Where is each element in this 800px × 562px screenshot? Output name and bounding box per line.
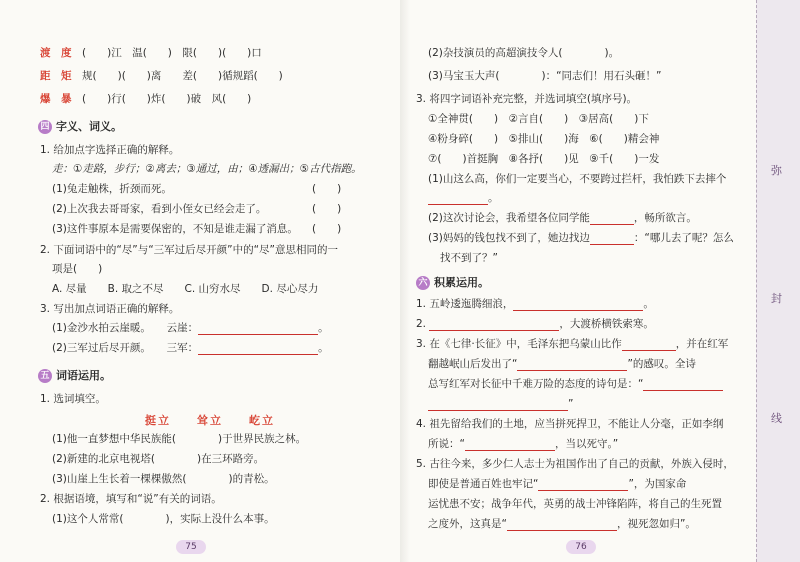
row-text: ( )江 温( ) 限( )( )口 <box>82 47 262 59</box>
question <box>428 357 696 371</box>
question-item: (1)他一直梦想中华民族能( )于世界民族之林。 <box>52 433 307 445</box>
item-text: ，视死忽如归”。 <box>616 518 696 530</box>
word-choices: 挺立 耸立 屹立 <box>145 414 275 427</box>
question-item: (1)金沙水拍云崖暖。 云崖： 。 <box>52 322 329 334</box>
question-item: (3)这件事原本是需要保密的，不知是谁走漏了消息。 <box>52 223 298 235</box>
question: 3. 将四字词语补充完整，并选词填空(填序号)。 <box>416 93 638 105</box>
blank-line: 。 <box>428 191 499 205</box>
definition: 走：①走路，步行；②离去；③通过，由；④透漏出；⑤古代指跑。 <box>52 163 362 175</box>
question <box>428 477 686 491</box>
item-text: 之度外，这真是“ <box>428 518 507 530</box>
item-label: 云崖： <box>166 322 199 334</box>
item-text: (3)妈妈的钱包找不到了，她边找边 <box>428 232 590 244</box>
item-text: ” <box>568 398 574 410</box>
question-item: (2)杂技演员的高超演技令人( )。 <box>428 47 620 59</box>
question: 1. 五岭逶迤腾细浪， 。 <box>416 298 654 310</box>
question-item: (1)山这么高，你们一定要当心，不要跨过拦杆，我怕跌下去摔个 <box>428 173 727 185</box>
row-text: ( )行( )炸( )破 风( ) <box>82 93 252 105</box>
item-text: ，当以死守。” <box>554 438 619 450</box>
question-item <box>428 231 734 245</box>
answer-blank[interactable] <box>590 214 634 225</box>
answer-blank[interactable] <box>538 480 628 491</box>
char-pair: 距 矩 <box>40 70 72 82</box>
question-item <box>428 211 697 225</box>
section6-header <box>416 276 489 290</box>
question: 5. 古往今来，多少仁人志士为祖国作出了自己的贡献，外族入侵时， <box>416 458 734 470</box>
question-item: (1)这个人常常( )，实际上没什么本事。 <box>52 513 275 525</box>
answer-blank[interactable] <box>590 234 634 245</box>
question: 2. 根据语境，填写和“说”有关的词语。 <box>40 493 222 505</box>
section4-header <box>38 120 122 134</box>
row-bao <box>40 92 251 106</box>
char-pair: 渡 度 <box>40 47 72 59</box>
question-item: (2)三军过后尽开颜。 三军： 。 <box>52 342 329 354</box>
question: 项是( ) <box>52 263 103 275</box>
answer-paren[interactable]: ( ) <box>312 223 342 235</box>
section-badge: 五 <box>38 369 52 383</box>
section-title: 词语运用。 <box>56 369 111 382</box>
answer-blank[interactable] <box>465 440 555 451</box>
section-title: 积累运用。 <box>434 276 489 289</box>
char-pair: 爆 暴 <box>40 93 72 105</box>
item-text: 总写红军对长征中千难万险的态度的诗句是：“ <box>428 378 644 390</box>
answer-blank[interactable] <box>507 520 617 531</box>
item-label: 三军： <box>166 342 199 354</box>
question-item: (2)上次我去哥哥家，看到小侄女已经会走了。 <box>52 203 267 215</box>
item-text: 即使是普通百姓也牢记“ <box>428 478 539 490</box>
row-ju <box>40 69 283 83</box>
question-item: (1)兔走触株，折颈而死。 <box>52 183 172 195</box>
question <box>428 517 696 531</box>
item-text: 所说：“ <box>428 438 465 450</box>
question <box>416 317 654 331</box>
item-text: ：“哪儿去了呢？怎么 <box>633 232 734 244</box>
seal-label: 封 <box>771 292 782 305</box>
row-text: 规( )( )离 差( )循规蹈( ) <box>82 70 283 82</box>
idiom-row: ⑦( )首挺胸 ⑧各抒( )见 ⑨千( )一发 <box>428 153 660 165</box>
item-text: (2)三军过后尽开颜。 <box>52 342 146 354</box>
idiom-row: ①全神贯( ) ②言自( ) ③居高( )下 <box>428 113 649 125</box>
answer-blank[interactable] <box>429 320 559 331</box>
idiom-row: ④粉身碎( ) ⑤排山( )海 ⑥( )精会神 <box>428 133 660 145</box>
question <box>416 337 728 351</box>
question: 1. 选词填空。 <box>40 393 106 405</box>
seal-label: 线 <box>771 412 782 425</box>
binding-margin <box>756 0 800 562</box>
item-text: 2. <box>416 318 430 330</box>
page-number: 75 <box>176 540 206 554</box>
item-text: ”的感叹。全诗 <box>627 358 696 370</box>
item-text: ，并在红军 <box>675 338 729 350</box>
page-number: 76 <box>566 540 596 554</box>
answer-blank[interactable] <box>643 380 723 391</box>
answer-paren[interactable]: ( ) <box>312 183 342 195</box>
question: 运忧患不安；战争年代，英勇的战士冲锋陷阵，将自己的生死置 <box>428 498 722 510</box>
row-du <box>40 46 262 60</box>
section-title: 字义、词义。 <box>56 120 122 133</box>
question: 4. 祖先留给我们的土地，应当拼死捍卫，不能让人分毫，正如李纲 <box>416 418 724 430</box>
question-item: (3)山崖上生长着一棵棵傲然( )的青松。 <box>52 473 275 485</box>
answer-blank[interactable] <box>622 340 676 351</box>
item-text: (2)这次讨论会，我希望各位同学能 <box>428 212 590 224</box>
item-text: ，大渡桥横铁索寒。 <box>559 318 654 330</box>
item-text: ”，为国家命 <box>628 478 687 490</box>
right-page <box>408 0 754 562</box>
question-item: 找不到了？” <box>440 252 498 264</box>
answer-blank[interactable] <box>428 194 488 205</box>
section-badge: 六 <box>416 276 430 290</box>
answer-blank[interactable] <box>198 344 318 355</box>
answer-blank[interactable] <box>198 324 318 335</box>
question <box>428 437 618 451</box>
answer-blank[interactable] <box>513 300 643 311</box>
answer-blank[interactable] <box>517 360 627 371</box>
question: 3. 写出加点词语正确的解释。 <box>40 303 180 315</box>
item-text: ，畅所欲言。 <box>633 212 697 224</box>
answer-paren[interactable]: ( ) <box>312 203 342 215</box>
question <box>428 397 573 411</box>
item-text: 翻越岷山后发出了“ <box>428 358 518 370</box>
question-item: (3)马宝玉大声( )：“同志们！用石头砸！” <box>428 70 662 82</box>
question <box>428 377 723 391</box>
seal-label: 弥 <box>771 164 782 177</box>
question: 2. 下面词语中的“尽”与“三军过后尽开颜”中的“尽”意思相同的一 <box>40 244 338 256</box>
answer-blank[interactable] <box>428 400 568 411</box>
question-item: (2)新建的北京电视塔( )在三环路旁。 <box>52 453 265 465</box>
item-text: 3. 在《七律·长征》中，毛泽东把乌蒙山比作 <box>416 338 622 350</box>
options: A. 尽量 B. 取之不尽 C. 山穷水尽 D. 尽心尽力 <box>52 283 319 295</box>
section5-header <box>38 369 111 383</box>
question: 1. 给加点字选择正确的解释。 <box>40 144 180 156</box>
item-text: (1)金沙水拍云崖暖。 <box>52 322 146 334</box>
item-text: 1. 五岭逶迤腾细浪， <box>416 298 514 310</box>
section-badge: 四 <box>38 120 52 134</box>
